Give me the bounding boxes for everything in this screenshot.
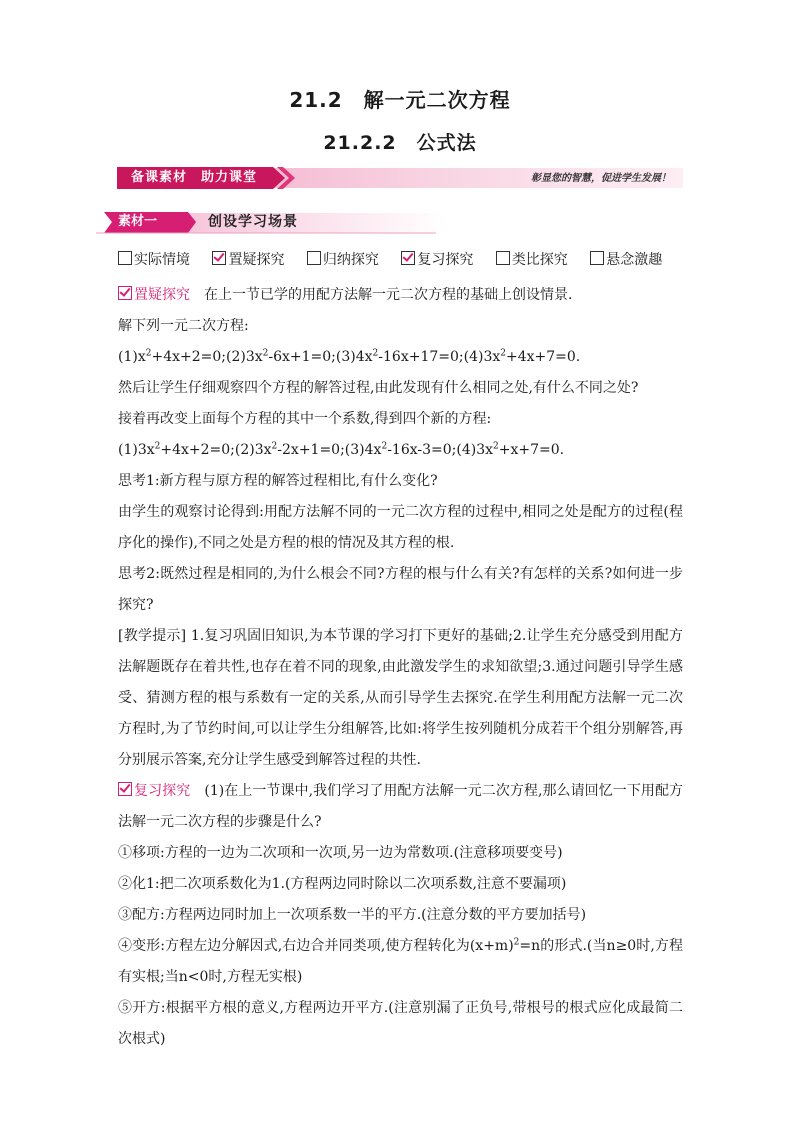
paragraph: 复习探究 (1)在上一节课中,我们学习了用配方法解一元二次方程,那么请回忆一下用配方法解一元二次方程的步骤是什么? — [118, 783, 684, 830]
paragraph: 思考1:新方程与原方程的解答过程相比,有什么变化? — [118, 473, 438, 489]
option-review-explore[interactable]: 复习探究 — [401, 250, 473, 270]
checkbox-checked-icon — [118, 286, 132, 300]
banner — [117, 166, 683, 190]
checkbox-icon[interactable] — [118, 251, 132, 265]
option-suspense[interactable]: 悬念激趣 — [590, 250, 662, 270]
option-analogy-explore[interactable]: 类比探究 — [496, 250, 568, 270]
option-question-explore[interactable]: 置疑探究 — [212, 250, 284, 270]
section-tag: 素材一 — [118, 214, 158, 229]
checkbox-checked-icon[interactable] — [401, 251, 415, 265]
paragraph: 然后让学生仔细观察四个方程的解答过程,由此发现有什么相同之处,有什么不同之处? — [118, 380, 639, 396]
step-square-root: ⑤开方:根据平方根的意义,方程两边开平方.(注意别漏了正负号,带根号的根式应化成最简二次根式) — [118, 1000, 683, 1047]
equation-line-2: $(1)3x^2+4x+2=0;(2)3x^2-2x+1=0;(3)4x^2-16x-3=0;(4)3x^2+x+7=0$. — [118, 441, 565, 458]
equation-line-1: $(1)x^2+4x+2=0;(2)3x^2-6x+1=0;(3)4x^2-16x+17=0;(4)3x^2+4x+7=0$. — [118, 348, 581, 365]
section-title-sub: 21.2.2 公式法 — [323, 132, 477, 154]
inline-tag-question-explore: 置疑探究 — [118, 287, 190, 303]
step-transform: ④变形:方程左边分解因式,右边合并同类项,使方程转化为$(x+m)^2=n$的形式.(当n≥0时,方程有实根;当n<0时,方程无实根) — [118, 937, 683, 985]
teaching-tip: [教学提示] 1.复习巩固旧知识,为本节课的学习打下更好的基础;2.让学生充分感受到用配方法解题既存在着共性,也存在着不同的现象,由此激发学生的求知欲望;3.通过问题引导学生感受、猜测方程的根与系数有一定的关系,从而引导学生去探究.在学生利用配方法解一元二次方程时,为了节约时间,可以让学生分组解答,比如:将学生按列随机分成若干个组分别解答,再分别展示答案,充分让学生感受到解答过程的共性. — [118, 628, 683, 768]
step-complete-square: ③配方:方程两边同时加上一次项系数一半的平方.(注意分数的平方要加括号) — [118, 907, 587, 923]
checkbox-icon[interactable] — [307, 251, 321, 265]
step-move-terms: ①移项:方程的一边为二次项和一次项,另一边为常数项.(注意移项要变号) — [118, 845, 563, 861]
option-checkbox-row — [118, 250, 680, 270]
checkbox-checked-icon — [118, 782, 132, 796]
paragraph: 思考2:既然过程是相同的,为什么根会不同?方程的根与什么有关?有怎样的关系?如何进一步探究? — [118, 566, 683, 613]
checkbox-icon[interactable] — [496, 251, 510, 265]
paragraph: 由学生的观察讨论得到:用配方法解不同的一元二次方程的过程中,相同之处是配方的过程(程序化的操作),不同之处是方程的根的情况及其方程的根. — [118, 504, 683, 551]
section-header-title: 创设学习场景 — [208, 214, 298, 230]
option-real-situation[interactable]: 实际情境 — [118, 250, 190, 270]
banner-slogan: 彰显您的智慧，促进学生发展！ — [531, 173, 671, 184]
section-header — [96, 209, 446, 235]
checkbox-icon[interactable] — [590, 251, 604, 265]
body-content — [118, 280, 683, 1055]
checkbox-checked-icon[interactable] — [212, 251, 226, 265]
option-induction-explore[interactable]: 归纳探究 — [307, 250, 379, 270]
paragraph: 解下列一元二次方程: — [118, 318, 249, 334]
paragraph: 置疑探究 在上一节已学的用配方法解一元二次方程的基础上创设情景. — [118, 280, 683, 311]
paragraph: 接着再改变上面每个方程的其中一个系数,得到四个新的方程: — [118, 411, 492, 427]
banner-label: 备课素材 助力课堂 — [131, 170, 258, 185]
inline-tag-review-explore: 复习探究 — [118, 783, 190, 799]
section-title-main: 21.2 解一元二次方程 — [289, 88, 511, 112]
step-normalize: ②化1:把二次项系数化为1.(方程两边同时除以二次项系数,注意不要漏项) — [118, 876, 567, 892]
